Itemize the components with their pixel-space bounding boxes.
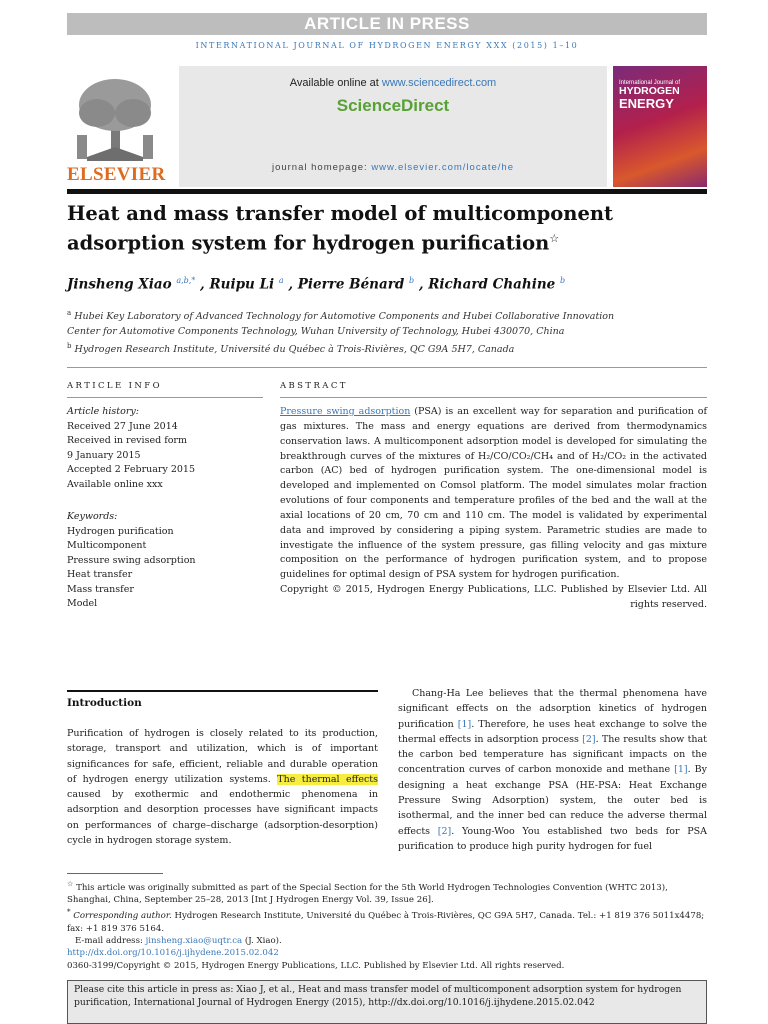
affiliation-line [67,339,707,357]
affil-text: Center for Automotive Components Technology, Wuhan University of Technology, Hubei 430070, China [67,326,565,338]
history-line: 9 January 2015 [67,449,141,461]
email-suffix: (J. Xiao). [242,935,282,946]
footnote-text: Hydrogen Research Institute, Université du Québec à Trois-Rivières, QC G9A 5H7, Canada. Tel.: +1 819 376 5011x4478; fax: +1 819 376 5164. [67,911,705,934]
author-affil-mark[interactable]: a,b,* [176,276,196,285]
footnote-special-section [67,878,707,906]
journal-cover-image [613,66,707,187]
sciencedirect-box [179,66,607,187]
footnote-doi [67,947,707,959]
corresponding-label: Corresponding author. [70,911,172,922]
affiliation-line [67,324,707,339]
title-line-2 [67,226,707,256]
author-name[interactable]: , Richard Chahine [418,276,560,293]
body-text: . Therefore, he uses heat exchange to solve the thermal effects in adsorption process [398,718,707,745]
keyword-item: Pressure swing adsorption [67,554,196,566]
affiliations [67,306,707,357]
available-label: Available online at [289,77,382,89]
affil-mark: b [67,342,72,351]
footnote-mark: ☆ [67,879,74,888]
abstract-paragraph [280,405,707,583]
keyword-item: Mass transfer [67,583,134,595]
author-affil-mark[interactable]: a [278,276,284,285]
author-name[interactable]: , Pierre Bénard [288,276,409,293]
title-line-1: Heat and mass transfer model of multicomponent [67,202,614,225]
footnote-rule [67,873,163,874]
author-list [67,276,707,293]
journal-header [67,66,707,187]
keywords-label: Keywords: [67,511,118,522]
title-footnote-mark[interactable]: ☆ [549,232,560,245]
cover-line2: HYDROGEN [619,85,680,97]
history-label: Article history: [67,406,139,417]
intro-text: caused by exothermic and endothermic phenomena in adsorption and desorption processes have significant impacts on performances of charge–discharge (adsorption-desorption) cycle in hydrogen storage system. [67,789,378,847]
abstract-text: (PSA) is an excellent way for separation and purification of gas mixtures. The mass and energy equations are derived from thermodynamics conservation laws. A multicomponent adsorption model is developed for simulating the breakthrough curves of the mixtures of H₂/CO/CO₂/CH₄ and of H₂/CO₂ in the activated carbon (AC) bed of hydrogen purification system. The one-dimensional model is developed and implemented on Comsol platform. The model simulates molar fraction evolutions of four components and temperature profiles of the bed and the wall at the axial locations of 20 cm, 70 cm and 110 cm. The model is validated by experimental data and improved by considering a piping system. Parametric studies are made to investigate the influence of the system pressure, gas filling velocity and gas mixture composition on the performance of hydrogen purification system, and to propose guidelines for optimal design of PSA system for hydrogen purification. [280,406,707,581]
running-header: INTERNATIONAL JOURNAL OF HYDROGEN ENERGY XXX (2015) 1–10 [195,41,579,50]
cover-line3: ENERGY [619,95,674,111]
reference-link[interactable]: [1] [457,718,472,730]
article-info-rule [67,397,263,398]
article-history [67,405,263,492]
abstract-copyright: Copyright © 2015, Hydrogen Energy Publications, LLC. Published by Elsevier Ltd. All rights reserved. [280,584,707,610]
homepage-link[interactable]: www.elsevier.com/locate/he [371,162,515,173]
reference-link[interactable]: [2] [437,825,452,837]
intro-text: Purification of hydrogen is closely related to its production, storage, transport and utilization, which is of important significances for safe, efficient, reliable and durable operation of hydrogen energy utilization systems. [67,728,378,785]
author-affil-mark[interactable]: b [408,276,415,285]
body-text: Chang-Ha Lee believes that the thermal phenomena have significant effects on the adsorption kinetics of hydrogen purification [398,688,707,730]
author-name[interactable]: , Ruipu Li [200,276,279,293]
abstract-body [280,405,707,613]
footnote-email [67,935,707,947]
footnote-corresponding [67,906,707,934]
keyword-item: Model [67,598,98,609]
sciencedirect-link[interactable]: www.sciencedirect.com [381,77,497,89]
footnote-issn: 0360-3199/Copyright © 2015, Hydrogen Energy Publications, LLC. Published by Elsevier Ltd. All rights reserved. [67,960,565,971]
journal-homepage [179,162,607,173]
reference-link[interactable]: [1] [674,764,688,776]
header-rule [67,189,707,194]
article-in-press-banner: ARTICLE IN PRESS [67,13,707,35]
history-line: Received 27 June 2014 [67,420,178,432]
section-divider [67,367,707,368]
reference-link[interactable]: [2] [582,733,596,745]
keyword-item: Heat transfer [67,569,133,580]
cover-line1: International Journal of [619,80,681,86]
footnotes [67,878,707,972]
affil-mark: a [67,309,72,317]
sciencedirect-wordmark: ScienceDirect [336,96,450,115]
body-text: . The results show that the carbon bed temperature has significant impacts on the concentration curves of carbon monoxide and methane [398,733,708,776]
introduction-heading: Introduction [67,697,142,709]
footnote-text: This article was originally submitted as part of the Special Section for the 5th World Hydrogen Technologies Convention (WHTC 2013), Shanghai, China, September 25–28, 2013 [Int J Hydrogen Energy Vol. 39, Issue 26]. [67,882,668,906]
citation-box: Please cite this article in press as: Xiao J, et al., Heat and mass transfer model of multicomponent adsorption system for hydrogen purification, International Journal of Hydrogen Energy (2015), http://dx.doi.org/10.1016/j.ijhydene.2015.02.042 [67,980,707,1024]
psa-topic-link[interactable]: Pressure swing adsorption [280,406,411,417]
homepage-label: journal homepage: [271,162,372,173]
author-name[interactable]: Jinsheng Xiao [67,276,177,293]
footnote-mark: * [67,907,71,917]
publisher-name: ELSEVIER [67,164,166,185]
introduction-rule [67,690,378,692]
email-link[interactable]: jinsheng.xiao@uqtr.ca [145,935,243,946]
highlighted-text[interactable]: The thermal effects [277,773,378,785]
email-label: E-mail address: [75,935,146,946]
history-line: Received in revised form [67,435,187,446]
affil-text: Hydrogen Research Institute, Université du Québec à Trois-Rivières, QC G9A 5H7, Canada [71,344,515,356]
history-line: Available online xxx [67,478,163,490]
abstract-rule [280,397,707,398]
history-line: Accepted 2 February 2015 [67,464,196,475]
body-paragraph-right [398,686,707,854]
available-online [179,77,607,89]
doi-link[interactable]: http://dx.doi.org/10.1016/j.ijhydene.2015.02.042 [67,948,279,959]
cover-title [619,80,680,110]
keyword-item: Hydrogen purification [67,525,174,537]
title-line-2-text: adsorption system for hydrogen purification [67,231,550,255]
abstract-heading: ABSTRACT [280,381,348,391]
article-title [67,201,707,256]
body-text: . By designing a heat exchange PSA (HE-PSA: Heat Exchange Pressure Swing Adsorption) system, the outer bed is isothermal, and the inner bed can reduce the adverse thermal effects [398,764,708,837]
introduction-paragraph [67,726,378,848]
keyword-item: Multicomponent [67,540,147,551]
affil-text: Hubei Key Laboratory of Advanced Technology for Automotive Components and Hubei Collaborative Innovation [71,311,615,323]
affiliation-line [67,306,707,324]
body-text: . Young-Woo You established two beds for PSA purification to produce high purity hydrogen for fuel [398,825,707,852]
keywords [67,510,263,612]
article-info-heading: ARTICLE INFO [67,381,162,391]
author-affil-mark[interactable]: b [559,276,566,285]
